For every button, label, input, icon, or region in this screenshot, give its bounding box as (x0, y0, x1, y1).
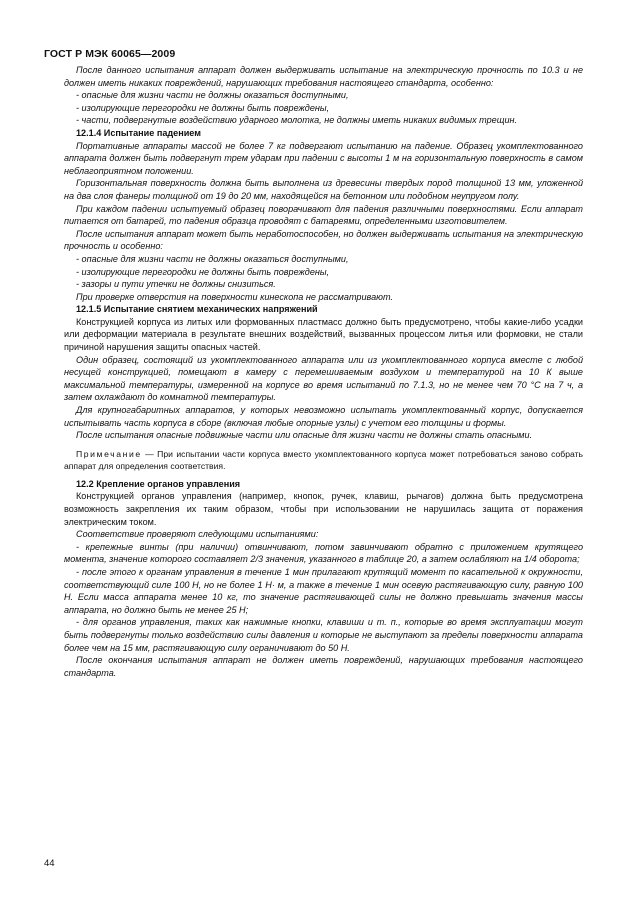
paragraph: При проверке отверстия на поверхности кинескопа не рассматривают. (76, 291, 393, 302)
paragraph: Конструкцией корпуса из литых или формованных пластмасс должно быть предусмотрено, чтобы какие-либо усадки или деформации материала в результате внешних воздействий, вызванных процессом литья или формовки, не стали причиной нарушения защиты опасных частей. (64, 316, 583, 353)
note-label: Примечание (76, 448, 142, 459)
paragraph: Для крупногабаритных аппаратов, у которых невозможно испытать укомплектованный корпус, допускается испытывать часть корпуса в сборе (включая любые опорные узлы) с учетом его толщины и формы. (64, 405, 583, 428)
list-item: - части, подвергнутые воздействию ударного молотка, не должны иметь никаких видимых трещин. (76, 115, 518, 126)
intro-paragraph: После данного испытания аппарат должен выдерживать испытание на электрическую прочность по 10.3 и не должен иметь никаких повреждений, нарушающих требования настоящего стандарта, особенно: (64, 65, 583, 88)
paragraph: После испытания опасные подвижные части или опасные для жизни части не должны стать опасными. (76, 430, 533, 441)
paragraph: - крепежные винты (при наличии) отвинчивают, потом завинчивают обратно с приложением крутящего момента, значение которого составляет 2/3 значения, указанного в таблице 20, а затем ослабляют на 1/4 оборота; (64, 541, 583, 565)
list-item: - изолирующие перегородки не должны быть повреждены, (76, 266, 330, 277)
list-item: - опасные для жизни части не должны оказаться доступными, (76, 90, 349, 101)
paragraph: После испытания аппарат может быть неработоспособен, но должен выдерживать испытания на электрическую прочность и особенно: (64, 228, 583, 252)
paragraph: Конструкцией органов управления (например, кнопок, ручек, клавиш, рычагов) должна быть предусмотрена возможность закрепления их таким образом, чтобы при использовании не нарушилась защита от поражения электрическим током. (64, 491, 583, 527)
note (64, 448, 583, 472)
page-number: 44 (44, 858, 55, 869)
paragraph: После окончания испытания аппарат не должен иметь повреждений, нарушающих требования настоящего стандарта. (64, 655, 583, 678)
paragraph: Соответствие проверяют следующими испытаниями: (76, 529, 319, 540)
paragraph: Горизонтальная поверхность должна быть выполнена из древесины твердых пород толщиной 13 мм, уложенной на два слоя фанеры толщиной от 19 до 20 мм, находящейся на бетонном или подобном неупругом полу. (64, 178, 583, 201)
note-text: — При испытании части корпуса вместо укомплектованного корпуса может потребоваться заново собрать аппарат для определения соответствия. (64, 448, 583, 471)
section-heading-12-1-4: 12.1.4 Испытание падением (76, 127, 201, 138)
page-header: ГОСТ Р МЭК 60065—2009 (44, 48, 176, 60)
list-item: - зазоры и пути утечки не должны снизиться. (76, 279, 276, 290)
paragraph: - для органов управления, таких как нажимные кнопки, клавиши и т. п., которые во время эксплуатации могут быть подвергнуты только воздействию силы давления и которые не выступают за пределы поверхности аппарата более чем на 15 мм, растягивающую силу ограничивают до 50 Н. (64, 617, 583, 653)
paragraph: Портативные аппараты массой не более 7 кг подвергают испытанию на падение. Образец укомплектованного аппарата должен быть подвергнут трем ударам при падении с высоты 1 м на горизонтальную поверхность в самом неблагоприятном положении. (64, 140, 583, 176)
list-item: - опасные для жизни части не должны оказаться доступными, (76, 253, 349, 264)
section-heading-12-1-5: 12.1.5 Испытание снятием механических напряжений (76, 304, 318, 315)
paragraph: При каждом падении испытуемый образец поворачивают для падения различными поверхностями. Если аппарат питается от батарей, то падения образца проводят с батареями, определенными изготовителем. (64, 203, 583, 227)
section-heading-12-2: 12.2 Крепление органов управления (76, 478, 241, 489)
paragraph: - после этого к органам управления в течение 1 мин прилагают крутящий момент по касательной к окружности, соответствующий силе 100 Н, но не более 1 Н· м, а также в течение 1 мин осевую растягивающую силу, равную 100 Н. Если масса аппарата менее 10 кг, то значение растягивающей силы не должно превышать значения массы аппарата, но должно быть не менее 25 Н; (64, 566, 583, 615)
document-body (64, 64, 583, 679)
paragraph: Один образец, состоящий из укомплектованного аппарата или из укомплектованного корпуса вместе с любой несущей конструкцией, помещают в камеру с перемешиваемым воздухом и температурой на 10 К выше максимальной температуры, измеренной на корпусе во время испытаний по 7.1.3, но не менее чем 70 °С на 7 ч, а затем охлаждают до комнатной температуры. (64, 354, 583, 403)
list-item: - изолирующие перегородки не должны быть повреждены, (76, 102, 330, 113)
